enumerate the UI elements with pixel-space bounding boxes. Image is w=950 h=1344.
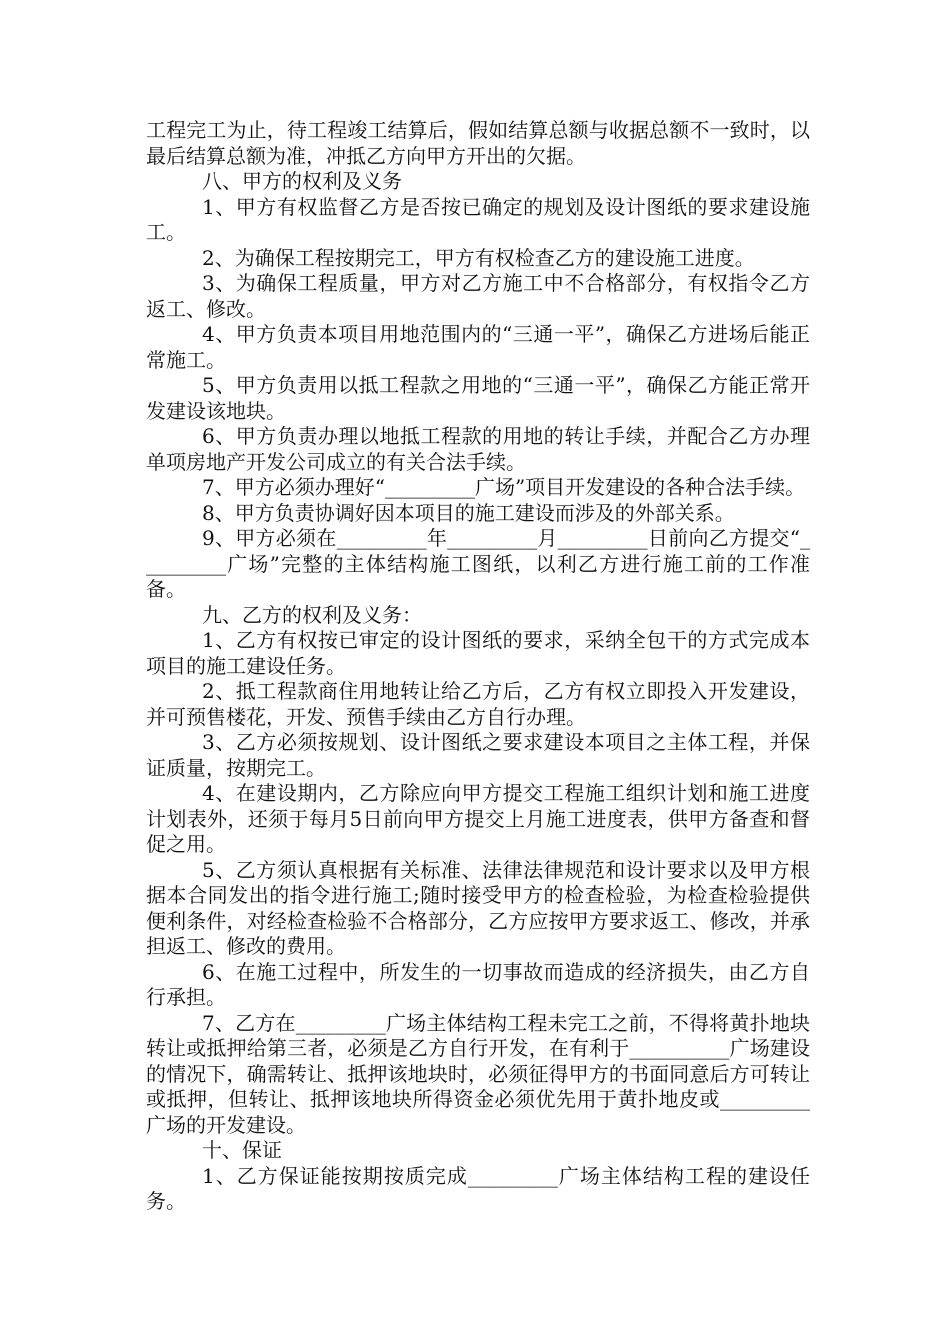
clause-paragraph: 6、在施工过程中，所发生的一切事故而造成的经济损失，由乙方自行承担。 [146, 959, 810, 1009]
document-page [146, 118, 810, 1215]
clause-paragraph: 2、为确保工程按期完工，甲方有权检查乙方的建设施工进度。 [202, 245, 755, 270]
clause-paragraph: 4、在建设期内，乙方除应向甲方提交工程施工组织计划和施工进度计划表外，还须于每月5日前向甲方提交上月施工进度表，供甲方备查和督促之用。 [146, 781, 810, 856]
section-heading: 十、保证 [202, 1138, 282, 1162]
clause-paragraph: 1、乙方保证能按期按质完成_________广场主体结构工程的建设任务。 [146, 1163, 810, 1213]
clause-paragraph: 3、为确保工程质量，甲方对乙方施工中不合格部分，有权指令乙方返工、修改。 [146, 271, 810, 321]
clause-paragraph: 2、抵工程款商住用地转让给乙方后，乙方有权立即投入开发建设，并可预售楼花，开发、预售手续由乙方自行办理。 [146, 679, 810, 729]
clause-paragraph: 4、甲方负责本项目用地范围内的“三通一平”，确保乙方进场后能正常施工。 [146, 322, 810, 372]
clause-paragraph: 9、甲方必须在_________年_________月_________日前向乙方提交“_________广场”完整的主体结构施工图纸，以利乙方进行施工前的工作准备。 [146, 526, 810, 601]
clause-paragraph: 5、乙方须认真根据有关标准、法律法律规范和设计要求以及甲方根据本合同发出的指令进行施工;随时接受甲方的检查检验，为检查检验提供便利条件，对经检查检验不合格部分，乙方应按甲方要求返工、修改，并承担返工、修改的费用。 [146, 857, 810, 958]
clause-paragraph: 7、乙方在_________广场主体结构工程未完工之前，不得将黄扑地块转让或抵押给第三者，必须是乙方自行开发，在有利于__________广场建设的情况下，确需转让、抵押该地块时，必须征得甲方的书面同意后方可转让或抵押，但转让、抵押该地块所得资金必须优先用于黄扑地皮或_________广场的开发建设。 [146, 1010, 810, 1137]
section-heading: 八、甲方的权利及义务 [202, 169, 402, 193]
clause-paragraph: 7、甲方必须办理好“_________广场”项目开发建设的各种合法手续。 [202, 475, 806, 499]
clause-paragraph: 8、甲方负责协调好因本项目的施工建设而涉及的外部关系。 [202, 500, 735, 525]
paragraph: 工程完工为止，待工程竣工结算后，假如结算总额与收据总额不一致时，以最后结算总额为准，冲抵乙方向甲方开出的欠据。 [146, 118, 810, 168]
clause-paragraph: 5、甲方负责用以抵工程款之用地的“三通一平”，确保乙方能正常开发建设该地块。 [146, 373, 810, 423]
clause-paragraph: 6、甲方负责办理以地抵工程款的用地的转让手续，并配合乙方办理单项房地产开发公司成立的有关合法手续。 [146, 424, 810, 474]
clause-paragraph: 3、乙方必须按规划、设计图纸之要求建设本项目之主体工程，并保证质量，按期完工。 [146, 730, 810, 780]
section-heading: 九、乙方的权利及义务： [202, 602, 422, 627]
clause-paragraph: 1、甲方有权监督乙方是否按已确定的规划及设计图纸的要求建设施工。 [146, 194, 810, 244]
clause-paragraph: 1、乙方有权按已审定的设计图纸的要求，采纳全包干的方式完成本项目的施工建设任务。 [146, 628, 810, 678]
